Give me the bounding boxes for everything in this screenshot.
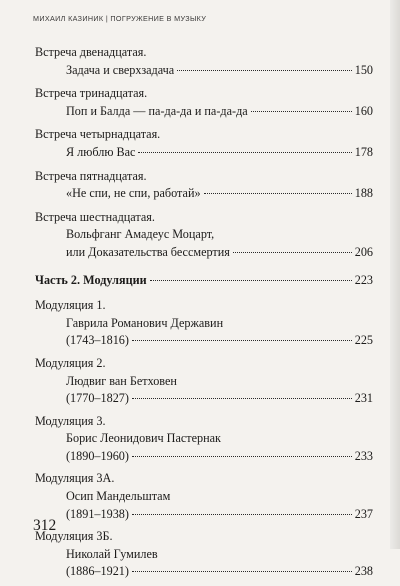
entry-heading: Модуляция 3. [35, 413, 106, 428]
running-head: МИХАИЛ КАЗИНИК | ПОГРУЖЕНИЕ В МУЗЫКУ [33, 14, 207, 23]
toc-part-heading[interactable] [35, 272, 373, 290]
entry-heading: Встреча тринадцатая. [35, 86, 148, 101]
entry-title-line [35, 244, 373, 262]
entry-heading: Модуляция 2. [35, 355, 106, 370]
page-number: 237 [354, 506, 373, 521]
page-edge [390, 0, 400, 549]
entry-title-line [35, 390, 373, 408]
entry-title-line: Николай Гумилев [66, 546, 158, 561]
entry-title-line [35, 506, 373, 524]
toc-entry-modulation-3a[interactable] [35, 470, 373, 523]
entry-heading: Встреча пятнадцатая. [35, 168, 147, 183]
page-folio: 312 [33, 517, 57, 534]
page-number: 188 [354, 186, 373, 201]
entry-title-line: Борис Леонидович Пастернак [66, 431, 221, 446]
leader-dots [132, 456, 352, 457]
entry-heading: Модуляция 3А. [35, 471, 115, 486]
part-title: Часть 2. Модуляции [35, 272, 147, 287]
page-number: 233 [354, 448, 373, 463]
leader-dots [132, 340, 352, 341]
leader-dots [132, 514, 352, 515]
toc-entry-meeting-16[interactable] [35, 209, 373, 262]
entry-title-line: Людвиг ван Бетховен [66, 373, 177, 388]
page-number: 150 [354, 62, 373, 77]
entry-title-line [35, 563, 373, 581]
toc-entry-modulation-3[interactable] [35, 413, 373, 466]
page-number: 206 [354, 244, 373, 259]
toc-entry-meeting-15[interactable] [35, 168, 373, 203]
entry-dates: (1770–1827) [66, 391, 129, 406]
entry-title-line [35, 448, 373, 466]
entry-title-line [35, 62, 373, 80]
entry-heading: Модуляция 3Б. [35, 529, 113, 544]
table-of-contents [35, 44, 373, 586]
toc-entry-modulation-2[interactable] [35, 355, 373, 408]
entry-heading: Встреча четырнадцатая. [35, 127, 161, 142]
entry-title-line [35, 332, 373, 350]
page-number: 238 [354, 564, 373, 579]
entry-heading: Встреча двенадцатая. [35, 45, 147, 59]
page-number: 225 [354, 333, 373, 348]
entry-title-line [35, 185, 373, 203]
entry-title: Задача и сверхзадача [66, 62, 175, 77]
entry-title-line: Гаврила Романович Державин [66, 315, 224, 330]
page-number: 223 [354, 272, 373, 287]
leader-dots [251, 111, 352, 112]
entry-title-line: Осип Мандельштам [66, 489, 171, 504]
toc-entry-modulation-3b[interactable] [35, 528, 373, 581]
entry-title-line [35, 103, 373, 121]
entry-title: Я люблю Вас [66, 144, 136, 159]
entry-dates: (1890–1960) [66, 448, 129, 463]
page-number: 160 [354, 103, 373, 118]
entry-heading: Модуляция 1. [35, 298, 106, 313]
entry-title-line [35, 144, 373, 162]
leader-dots [233, 252, 352, 253]
toc-entry-meeting-14[interactable] [35, 126, 373, 161]
toc-entry-modulation-1[interactable] [35, 297, 373, 350]
entry-heading: Встреча шестнадцатая. [35, 209, 155, 224]
entry-title: «Не спи, не спи, работай» [66, 186, 201, 201]
leader-dots [132, 571, 352, 572]
leader-dots [177, 70, 352, 71]
leader-dots [150, 280, 352, 281]
entry-dates: (1743–1816) [66, 333, 129, 348]
entry-title-line: Вольфганг Амадеус Моцарт, [66, 227, 215, 242]
page-number: 231 [354, 391, 373, 406]
leader-dots [132, 398, 352, 399]
leader-dots [138, 152, 351, 153]
toc-entry-meeting-12[interactable] [35, 44, 373, 79]
entry-title: Поп и Балда — па-да-да и па-да-да [66, 103, 248, 118]
entry-dates: (1891–1938) [66, 506, 129, 521]
leader-dots [204, 193, 352, 194]
entry-title: или Доказательства бессмертия [66, 244, 230, 259]
toc-entry-meeting-13[interactable] [35, 85, 373, 120]
page-number: 178 [354, 144, 373, 159]
entry-dates: (1886–1921) [66, 564, 129, 579]
